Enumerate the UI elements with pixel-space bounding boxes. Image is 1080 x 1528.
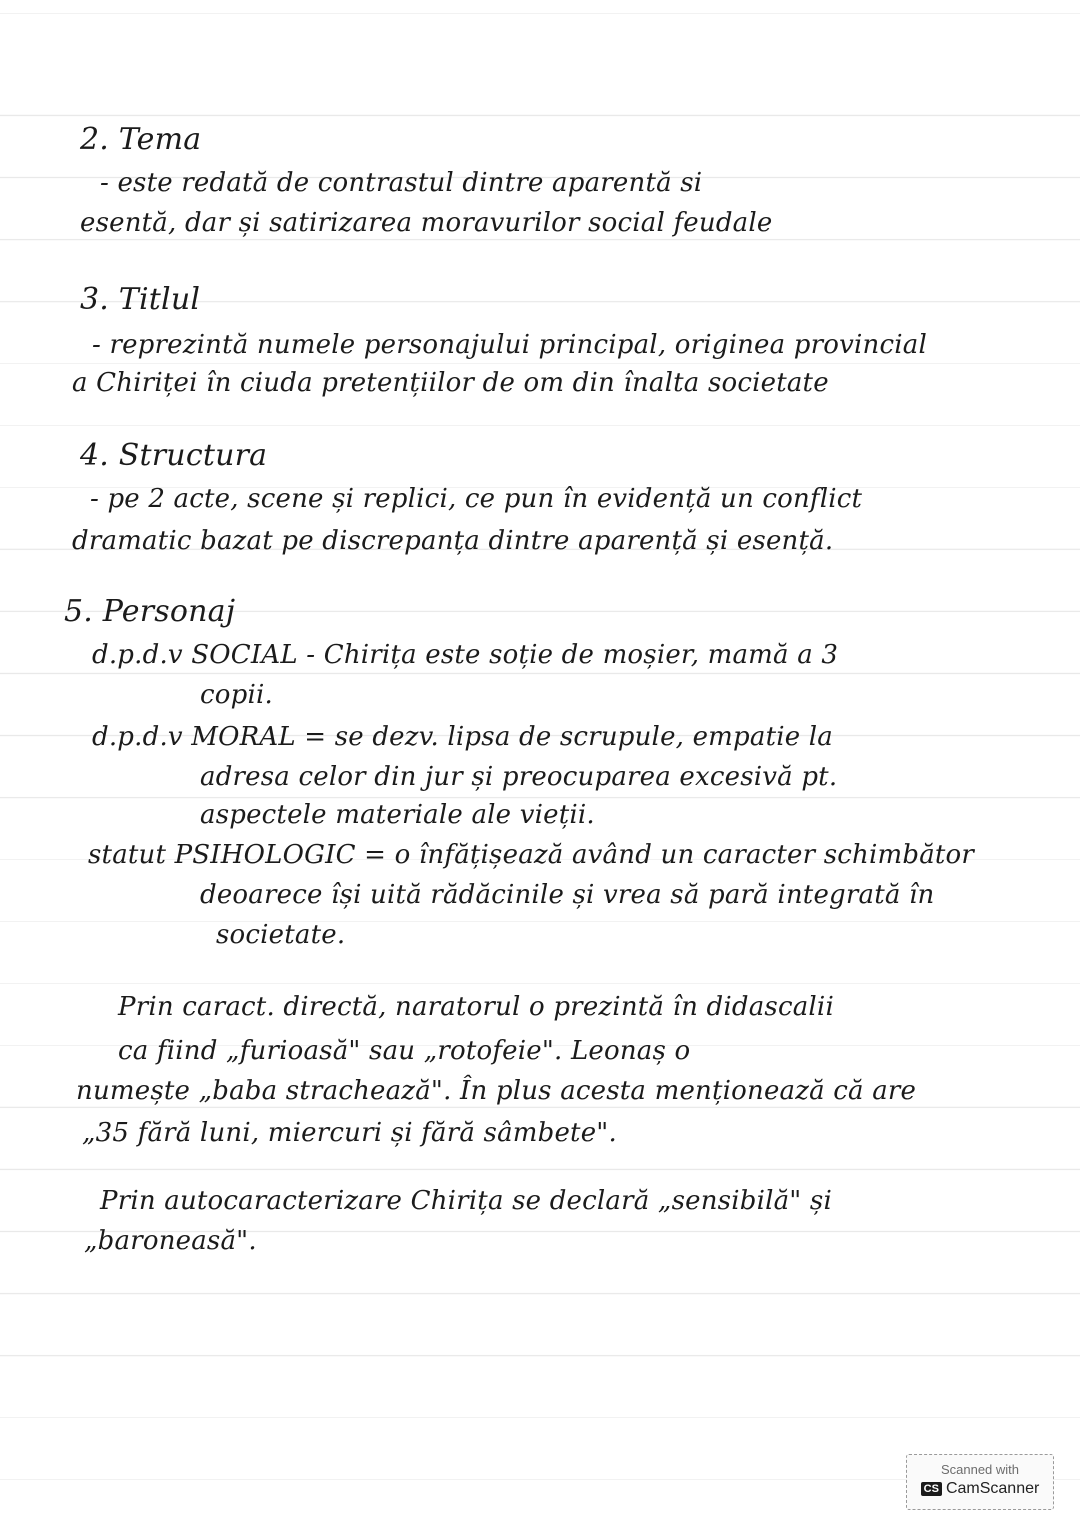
watermark-brand-name: CamScanner: [945, 1480, 1040, 1497]
personaj-psihologic-line-2: deoarece își uită rădăcinile și vrea să pară integrată în: [200, 880, 935, 910]
titlul-line-2: a Chiriței în ciuda pretențiilor de om din înalta societate: [72, 368, 829, 398]
structura-line-1: - pe 2 acte, scene și replici, ce pun în evidență un conflict: [90, 484, 863, 514]
heading-personaj: 5. Personaj: [64, 594, 236, 629]
personaj-social-line-2: copii.: [200, 680, 273, 710]
heading-structura: 4. Structura: [80, 438, 268, 473]
structura-line-2: dramatic bazat pe discrepanța dintre aparență și esență.: [72, 526, 834, 556]
personaj-psihologic-line-3: societate.: [216, 920, 346, 950]
heading-tema: 2. Tema: [80, 122, 202, 157]
paragraph-2-line-2: „baroneasă".: [84, 1226, 257, 1256]
watermark-caption: Scanned with: [940, 1462, 1020, 1477]
personaj-moral-line-3: aspectele materiale ale vieții.: [200, 800, 595, 830]
tema-line-1: - este redată de contrastul dintre aparentă si: [100, 168, 703, 198]
personaj-social-line-1: d.p.d.v SOCIAL - Chirița este soție de moșier, mamă a 3: [92, 640, 839, 670]
paragraph-2-line-1: Prin autocaracterizare Chirița se declară „sensibilă" și: [100, 1186, 832, 1216]
watermark-brand: [907, 1480, 1053, 1498]
titlul-line-1: - reprezintă numele personajului principal, originea provincial: [92, 330, 927, 360]
paragraph-1-line-4: „35 fără luni, miercuri și fără sâmbete".: [82, 1118, 617, 1148]
paragraph-1-line-1: Prin caract. directă, naratorul o prezintă în didascalii: [118, 992, 834, 1022]
personaj-psihologic-line-1: statut PSIHOLOGIC = o înfățișează având un caracter schimbător: [88, 840, 975, 870]
camscanner-logo-icon: CS: [921, 1482, 942, 1496]
paragraph-1-line-2: ca fiind „furioasă" sau „rotofeie". Leonaș o: [118, 1036, 691, 1066]
heading-titlul: 3. Titlul: [80, 282, 201, 317]
personaj-moral-line-2: adresa celor din jur și preocuparea excesivă pt.: [200, 762, 838, 792]
scanner-watermark: [906, 1454, 1054, 1510]
personaj-moral-line-1: d.p.d.v MORAL = se dezv. lipsa de scrupule, empatie la: [92, 722, 833, 752]
tema-line-2: esentă, dar și satirizarea moravurilor social feudale: [80, 208, 773, 238]
paragraph-1-line-3: numește „baba strachează". În plus acesta menționează că are: [76, 1076, 917, 1106]
